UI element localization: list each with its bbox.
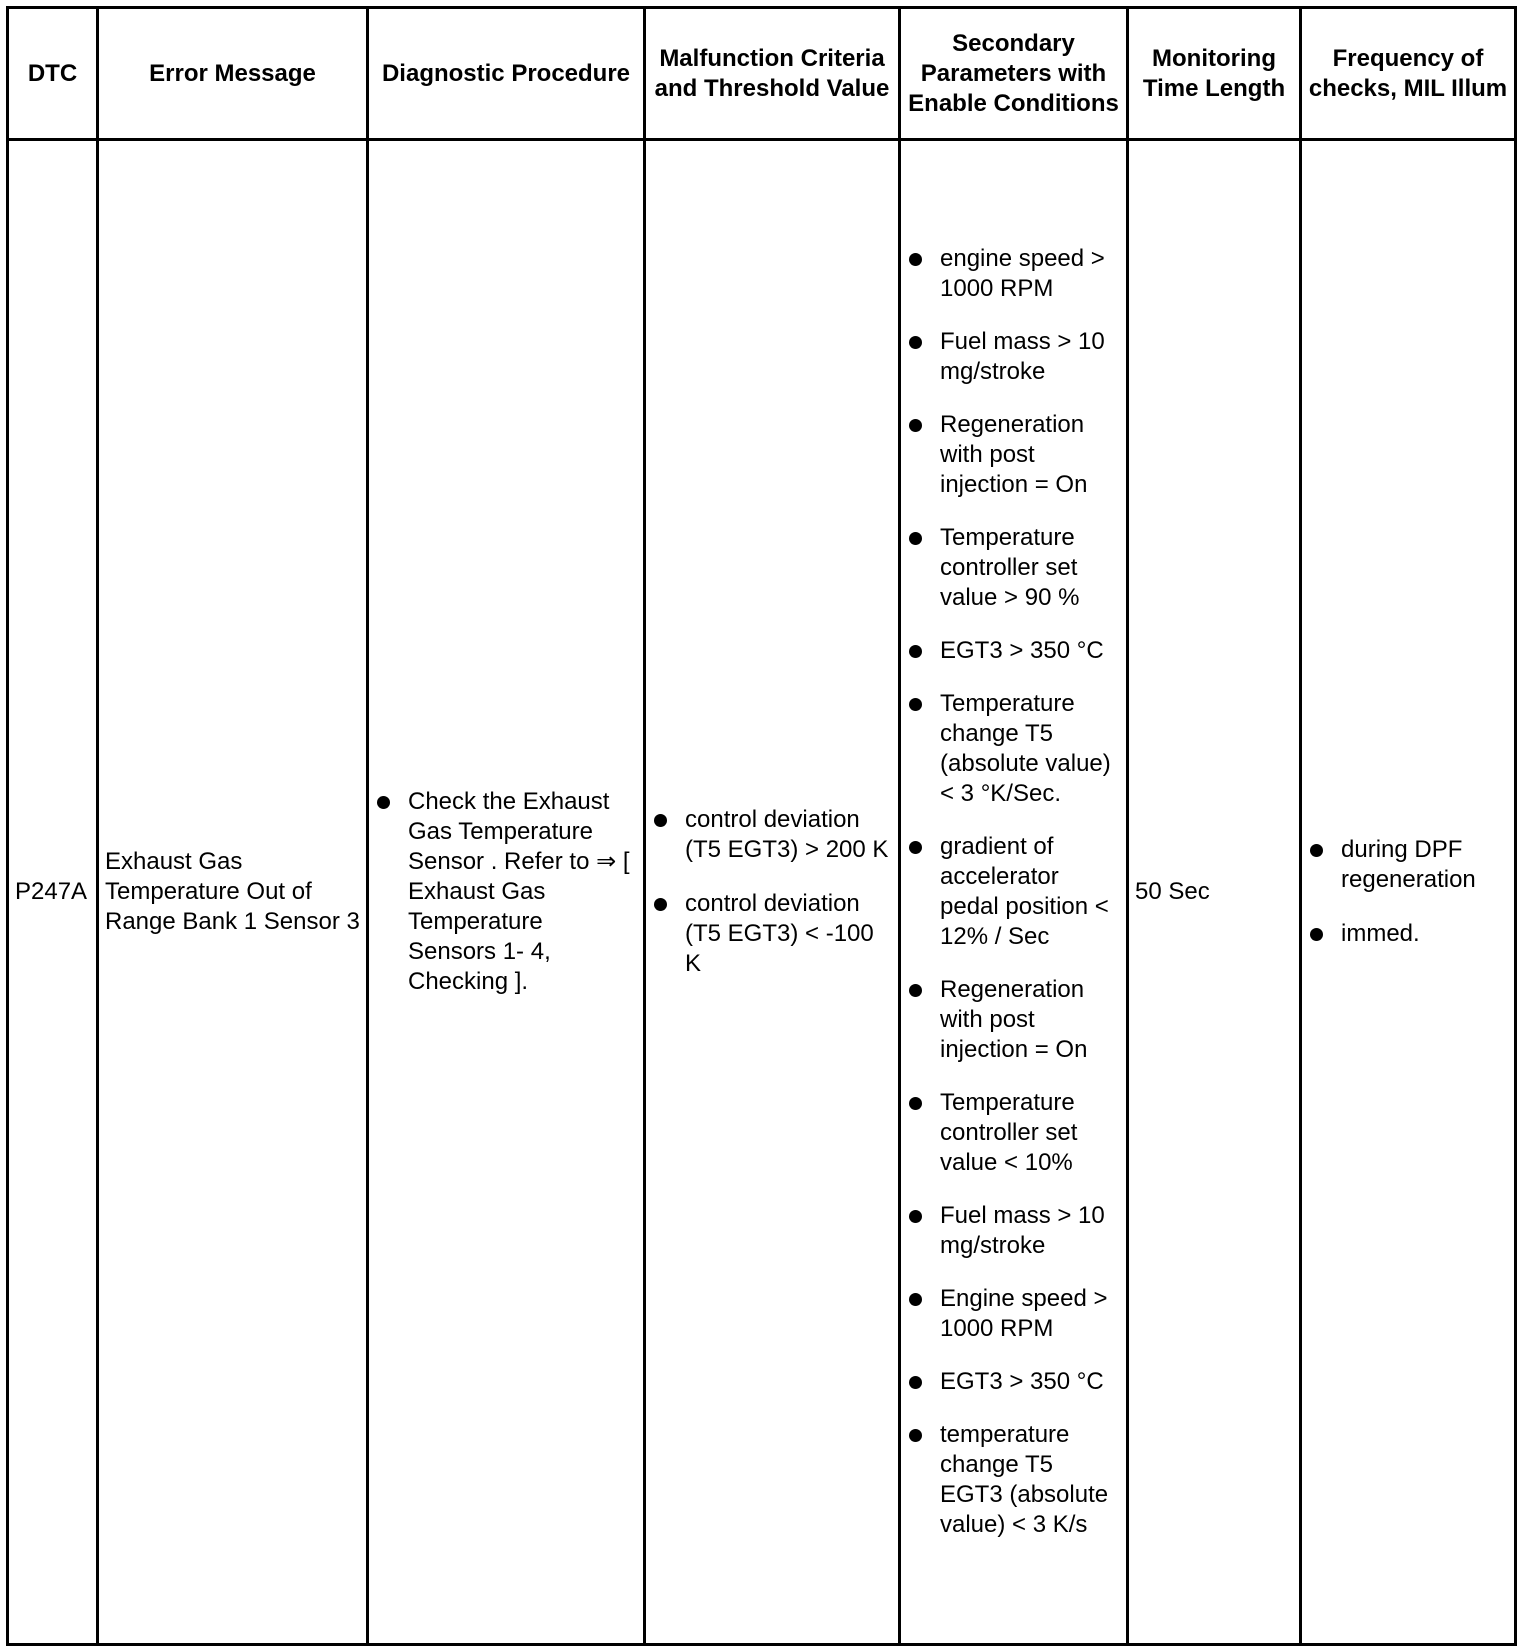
header-monitoring-time: Monitoring Time Length [1128,8,1301,140]
error-message: Exhaust Gas Temperature Out of Range Bank 1 Sensor 3 [98,140,368,1645]
secondary-parameter-item: Regeneration with post injection = On [907,410,1120,500]
secondary-parameter-item: Regeneration with post injection = On [907,975,1120,1065]
secondary-parameters-list [907,244,1120,1540]
secondary-parameter-item: engine speed > 1000 RPM [907,244,1120,304]
dtc-code: P247A [8,140,98,1645]
diagnostic-procedure-cell [368,140,645,1645]
procedure-list [375,787,637,997]
frequency-list [1308,835,1508,949]
criteria-item: control deviation (T5 EGT3) < -100 K [652,889,892,979]
header-malfunction-criteria: Malfunction Criteria and Threshold Value [645,8,900,140]
malfunction-criteria-cell [645,140,900,1645]
secondary-parameter-item: temperature change T5 EGT3 (absolute value) < 3 K/s [907,1420,1120,1540]
header-diagnostic-procedure: Diagnostic Procedure [368,8,645,140]
secondary-parameter-item: EGT3 > 350 °C [907,1367,1120,1397]
secondary-parameter-item: EGT3 > 350 °C [907,636,1120,666]
table-row [8,140,1516,1645]
frequency-item: during DPF regeneration [1308,835,1508,895]
header-row [8,8,1516,140]
header-error-message: Error Message [98,8,368,140]
dtc-table [6,6,1517,1646]
secondary-parameters-cell [900,140,1128,1645]
secondary-parameter-item: Fuel mass > 10 mg/stroke [907,1201,1120,1261]
secondary-parameter-item: Fuel mass > 10 mg/stroke [907,327,1120,387]
header-frequency: Frequency of checks, MIL Illum [1301,8,1516,140]
frequency-cell [1301,140,1516,1645]
header-secondary-parameters: Secondary Parameters with Enable Conditions [900,8,1128,140]
criteria-list [652,805,892,979]
criteria-item: control deviation (T5 EGT3) > 200 K [652,805,892,865]
procedure-item: Check the Exhaust Gas Temperature Sensor . Refer to ⇒ [ Exhaust Gas Temperature Sensors 1- 4, Checking ]. [375,787,637,997]
secondary-parameter-item: Temperature controller set value < 10% [907,1088,1120,1178]
secondary-parameter-item: Temperature controller set value > 90 % [907,523,1120,613]
frequency-item: immed. [1308,919,1508,949]
header-dtc: DTC [8,8,98,140]
secondary-parameter-item: Temperature change T5 (absolute value) < 3 °K/Sec. [907,689,1120,809]
secondary-parameter-item: Engine speed > 1000 RPM [907,1284,1120,1344]
secondary-parameter-item: gradient of accelerator pedal position < 12% / Sec [907,832,1120,952]
monitoring-time: 50 Sec [1128,140,1301,1645]
